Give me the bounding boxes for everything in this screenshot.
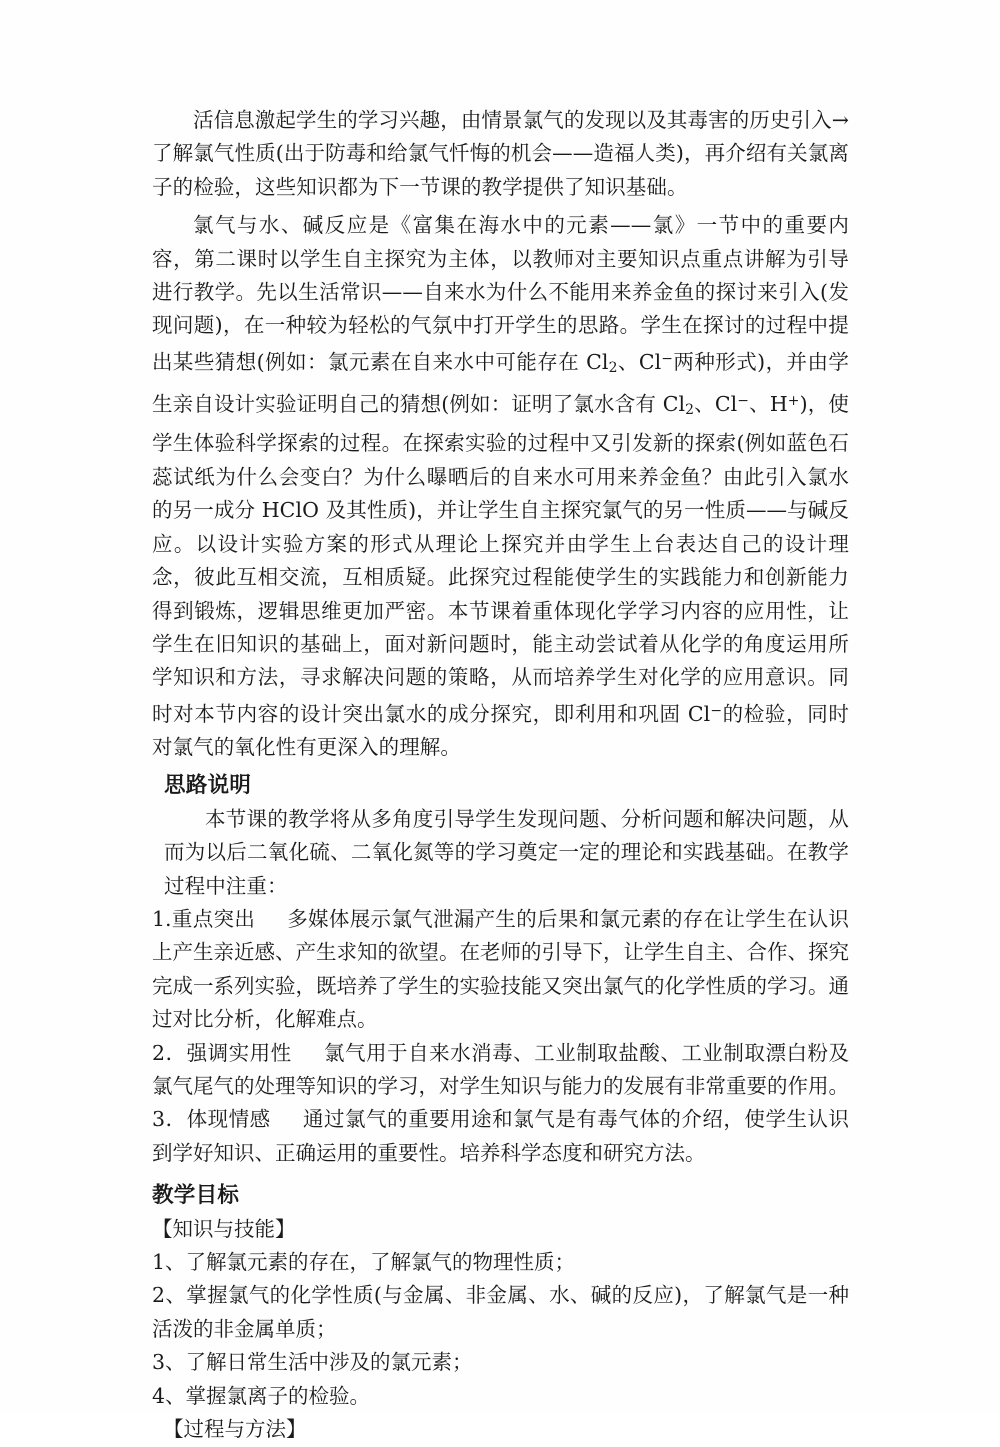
- formula-hypochlorous-acid: HClO: [261, 498, 320, 523]
- paragraph-intro: 活信息激起学生的学习兴趣，由情景氯气的发现以及其毒害的历史引入→了解氯气性质(出于防毒和给氯气忏悔的机会——造福人类)，再介绍有关氯离子的检验，这些知识都为下一节课的教学提供了知识基础。: [152, 108, 849, 199]
- formula-chloride-ion-second: Cl−: [714, 392, 750, 416]
- paragraph-analysis-seg5: 、: [749, 392, 770, 416]
- siluo-point-3-label: 体现情感: [186, 1107, 271, 1132]
- objective-item-3: 3、了解日常生活中涉及的氯元素；: [152, 1350, 473, 1375]
- paragraph-analysis-seg4: 、: [694, 392, 715, 416]
- paragraph-analysis-seg6: )，使学生体验科学探索的过程。在探索实验的过程中又引发新的探索(例如蓝色石蕊试纸为什么会变白？为什么曝晒后的自来水可用来养金鱼？由此引入氯水的另一成分: [152, 392, 849, 523]
- siluo-point-2-text: 氯气用于自来水消毒、工业制取盐酸、工业制取漂白粉及氯气尾气的处理等知识的学习，对学生知识与能力的发展有非常重要的作用。: [152, 1040, 850, 1099]
- subheading-knowledge-and-skills: 【知识与技能】: [152, 1216, 296, 1241]
- formula-hydrogen-ion: H+: [769, 392, 800, 416]
- section-heading-jiaoxuemubiao: 教学目标: [152, 1183, 240, 1209]
- formula-chloride-ion-third: Cl−: [687, 701, 723, 726]
- siluo-point-3-number: 3．: [152, 1107, 187, 1132]
- siluo-intro-block: [152, 803, 849, 903]
- siluo-point-1-label: 重点突出: [171, 907, 256, 931]
- objective-item-1: 1、了解氯元素的存在，了解氯气的物理性质；: [152, 1250, 576, 1275]
- siluo-point-2: [152, 1037, 849, 1104]
- siluo-point-2-number: 2．: [152, 1040, 187, 1065]
- objective-item-2: 2、掌握氯气的化学性质(与金属、非金属、水、碱的反应)，了解氯气是一种活泼的非金属单质；: [152, 1283, 849, 1341]
- paragraph-analysis: [152, 209, 849, 764]
- siluo-point-1-text: 多媒体展示氯气泄漏产生的后果和氯元素的存在让学生在认识上产生亲近感、产生求知的欲望。在老师的引导下，让学生自主、合作、探究完成一系列实验，既培养了学生的实验技能又突出氯气的化学性质的学习。通过对比分析，化解难点。: [152, 907, 850, 1032]
- paragraph-analysis-seg1: 氯气与水、碱反应是《富集在海水中的元素——氯》一节中的重要内容，第二课时以学生自主探究为主体，以教师对主要知识点重点讲解为引导进行教学。先以生活常识——自来水为什么不能用来养金鱼的探讨来引入(发现问题)，在一种较为轻松的气氛中打开学生的思路。学生在探讨的过程中提出某些猜想(例如：氯元素在自来水中可能存在: [152, 213, 849, 374]
- siluo-point-1-number: 1.: [152, 907, 172, 931]
- paragraph-analysis-seg2: 、: [617, 349, 639, 374]
- siluo-intro-paragraph: 本节课的教学将从多角度引导学生发现问题、分析问题和解决问题，从而为以后二氧化硫、二氧化氮等的学习奠定一定的理论和实践基础。在教学过程中注重：: [164, 806, 849, 898]
- siluo-point-1: [152, 903, 849, 1037]
- subheading-process-and-method: 【过程与方法】: [163, 1417, 307, 1442]
- formula-cl2-first: $Cl_2$: [586, 349, 618, 376]
- paragraph-analysis-seg8: 的检验，同时对氯气的氧化性有更深入的理解。: [152, 701, 849, 759]
- formula-cl2-second: $Cl_2$: [662, 392, 695, 419]
- paragraph-analysis-seg3: 两种形式)，并由学生亲自设计实验证明自己的猜想(例如：证明了氯水含有: [152, 349, 849, 416]
- siluo-point-3: [152, 1103, 849, 1170]
- spacer: [152, 1170, 849, 1179]
- section-heading-siluoshuoming: 思路说明: [164, 773, 252, 799]
- siluo-point-2-label: 强调实用性: [186, 1040, 292, 1065]
- formula-chloride-ion-first: Cl−: [638, 349, 674, 374]
- siluo-point-3-text: 通过氯气的重要用途和氯气是有毒气体的介绍，使学生认识到学好知识、正确运用的重要性。培养科学态度和研究方法。: [152, 1107, 850, 1165]
- objective-item-4: 4、掌握氯离子的检验。: [152, 1383, 371, 1408]
- document-content: [152, 104, 849, 1447]
- paragraph-analysis-seg7: 及其性质)，并让学生自主探究氯气的另一性质——与碱反应。以设计实验方案的形式从理论上探究并由学生上台表达自己的设计理念，彼此互相交流，互相质疑。此探究过程能使学生的实践能力和创新能力得到锻炼，逻辑思维更加严密。本节课着重体现化学学习内容的应用性，让学生在旧知识的基础上，面对新问题时，能主动尝试着从化学的角度运用所学知识和方法，寻求解决问题的策略，从而培养学生对化学的应用意识。同时对本节内容的设计突出氯水的成分探究，即利用和巩固: [152, 498, 849, 726]
